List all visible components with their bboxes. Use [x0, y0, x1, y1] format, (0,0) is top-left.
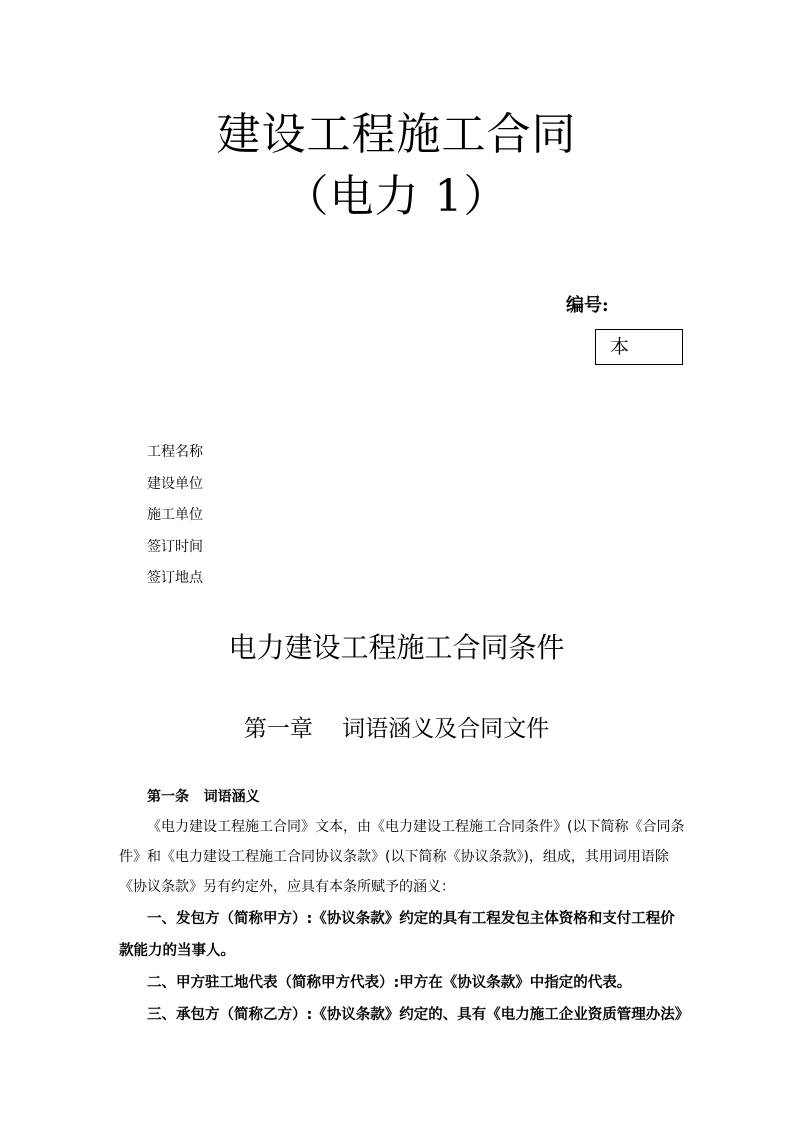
- info-project-name: 工程名称: [147, 444, 203, 460]
- chapter-title: 第一章 词语涵义及合同文件: [243, 716, 550, 742]
- info-contractor-unit: 施工单位: [147, 507, 203, 523]
- clause-3: 三、承包方（简称乙方）:《协议条款》约定的、具有《电力施工企业资质管理办法》: [147, 1007, 690, 1023]
- contract-number-label: 编号:: [566, 295, 609, 316]
- contract-number-box: 本: [595, 329, 683, 365]
- info-signing-date: 签订时间: [147, 538, 203, 555]
- clause-2: 二、甲方驻工地代表（简称甲方代表）:甲方在《协议条款》中指定的代表。: [147, 975, 632, 991]
- conditions-title: 电力建设工程施工合同条件: [228, 631, 565, 664]
- article-heading: 第一条 词语涵义: [147, 789, 260, 805]
- project-info-list: [147, 441, 203, 599]
- clause-1: 一、发包方（简称甲方）:《协议条款》约定的具有工程发包主体资格和支付工程价款能力的当事人。: [119, 911, 675, 959]
- document-title: 建设工程施工合同: [216, 109, 577, 160]
- info-construction-unit: 建设单位: [147, 475, 203, 492]
- info-signing-place: 签订地点: [147, 570, 203, 586]
- intro-paragraph: 《电力建设工程施工合同》文本，由《电力建设工程施工合同条件》(以下简称《合同条件》和《电力建设工程施工合同协议条款》(以下简称《协议条款》)，组成，其用词用语除《协议条款》另有约定外，应具有本条所赋予的涵义：: [119, 819, 685, 895]
- document-subtitle: （电力 1）: [284, 171, 509, 222]
